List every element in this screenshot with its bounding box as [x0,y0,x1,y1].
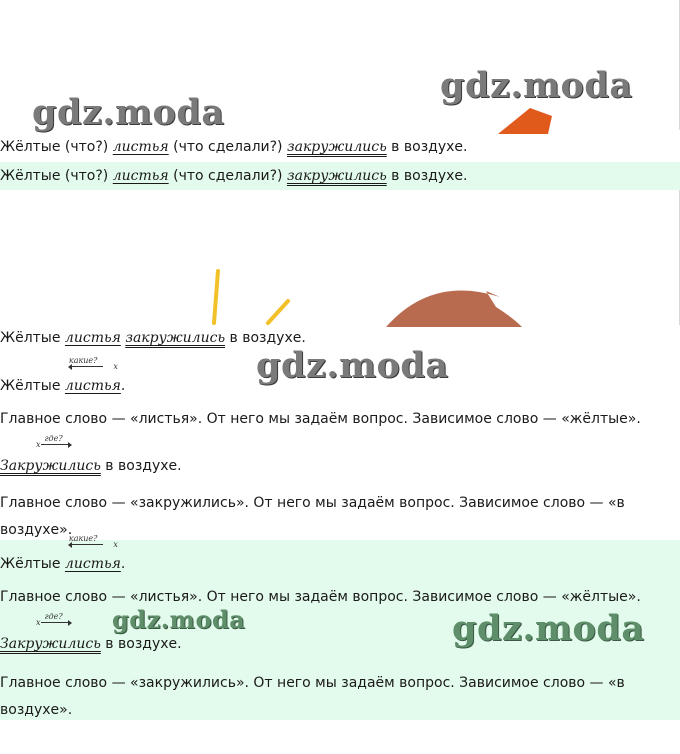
main-word: листья [64,378,121,394]
arrow-question-label: где? [44,612,63,621]
word-listya: листья [112,139,169,155]
question-arrow [68,534,136,549]
explanation-text: Главное слово — «закружились». От него мы задаём вопрос. Зависимое слово — «в [0,495,625,511]
question-label: (что сделали?) [173,168,283,184]
main-word-mark: x [36,618,41,627]
question-arrow [68,356,136,371]
watermark: gdz.moda [440,65,633,106]
explanation-text: Главное слово — «закружились». От него мы задаём вопрос. Зависимое слово — «в [0,675,625,691]
arrow-right-icon [41,622,71,623]
arrow-question-label: какие? [68,356,98,365]
main-word: листья [64,556,121,572]
dependent-word: Жёлтые [0,378,61,394]
autumn-illustration [200,265,540,327]
yellow-stroke [214,271,218,323]
phrase-pair: Жёлтые какие?x листья. [0,375,125,397]
sentence-line [0,136,467,158]
orange-leaf-shape [498,108,552,134]
phrase-pair: Жёлтые какие?x листья. [0,553,125,575]
word-v-vozduhe: в воздухе. [391,139,468,155]
arrow-left-icon [69,544,103,545]
word-zheltye: Жёлтые [0,330,61,346]
main-word-mark: x [36,440,41,449]
word-listya: листья [64,330,121,346]
phrase-pair [0,612,182,655]
dependent-word: в воздухе. [105,458,182,474]
question-arrow [36,434,89,449]
word-zakruzhilis: закружились [286,168,387,184]
explanation-text: Главное слово — «листья». От него мы задаём вопрос. Зависимое слово — «жёлтые». [0,589,641,605]
watermark: gdz.moda [112,605,246,634]
word-zakruzhilis: закружились [286,139,387,155]
explanation-text: воздухе». [0,702,73,718]
question-label: (что?) [64,139,109,155]
phrase-pair [0,434,182,477]
dependent-word: Жёлтые [0,556,61,572]
word-listya: листья [112,168,169,184]
explanation-text: воздухе». [0,522,73,538]
question-label: (что сделали?) [173,139,283,155]
arrow-question-label: где? [44,434,63,443]
arrow-question-label: какие? [68,534,98,543]
explanation-text: Главное слово — «листья». От него мы задаём вопрос. Зависимое слово — «жёлтые». [0,411,641,427]
watermark: gdz.moda [32,92,225,133]
question-arrow [36,612,89,627]
yellow-stroke [268,301,288,323]
main-word: Закружились [0,458,101,474]
question-label: (что?) [64,168,109,184]
dependent-word: в воздухе. [105,636,182,652]
main-word-mark: x [113,540,118,549]
word-zheltye: Жёлтые [0,139,61,155]
word-zakruzhilis: закружились [125,330,226,346]
main-word-mark: x [113,362,118,371]
word-v-vozduhe: в воздухе. [229,330,306,346]
word-v-vozduhe: в воздухе. [391,168,468,184]
watermark: gdz.moda [452,608,645,649]
word-zheltye: Жёлтые [0,168,61,184]
main-word: Закружились [0,636,101,652]
brown-leaf-shape [386,290,522,327]
watermark: gdz.moda [256,345,449,386]
arrow-left-icon [69,366,103,367]
sentence-line [0,165,467,187]
arrow-right-icon [41,444,71,445]
